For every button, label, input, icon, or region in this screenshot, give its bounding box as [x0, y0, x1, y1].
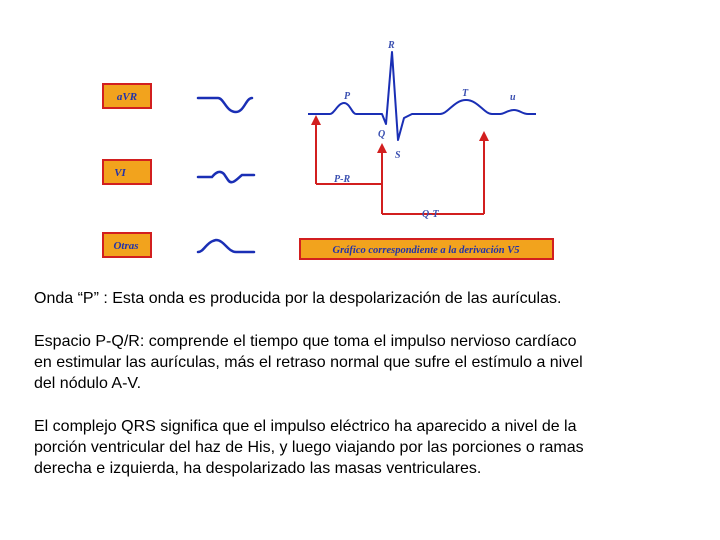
label-s: S: [395, 150, 401, 161]
v1-waveform: [198, 172, 254, 182]
label-u: u: [510, 92, 516, 103]
otras-waveform: [198, 240, 254, 252]
caption-box: [300, 239, 553, 259]
lead-box-v1-label: VI: [114, 167, 126, 179]
avr-waveform: [198, 98, 252, 112]
ecg-trace-v5: [308, 52, 536, 140]
lead-box-avr-label: aVR: [116, 91, 138, 103]
lead-box-avr: [103, 84, 151, 108]
label-pr: P-R: [334, 174, 351, 185]
paragraph-espacio-pr: Espacio P-Q/R: comprende el tiempo que toma el impulso nervioso cardíaco en estimular las aurículas, más el retraso normal que sufre el estímulo a nivel del nódulo A-V.: [34, 333, 583, 392]
label-p: P: [344, 91, 351, 102]
caption-text: Gráfico correspondiente a la derivación V5: [332, 245, 520, 256]
paragraph-onda-p: Onda “P” : Esta onda es producida por la despolarización de las aurículas.: [34, 290, 562, 307]
label-r: R: [388, 40, 395, 51]
label-qt: Q-T: [422, 209, 439, 220]
lead-box-otras-label: Otras: [113, 240, 139, 252]
lead-box-otras: [103, 233, 151, 257]
lead-box-v1: [103, 160, 151, 184]
label-t: T: [462, 88, 469, 99]
paragraph-complejo-qrs: El complejo QRS significa que el impulso eléctrico ha aparecido a nivel de la porción ventricular del haz de His, y luego viajando por las porciones o ramas derecha e izquierda, ha despolarizado las masas ventriculares.: [34, 418, 584, 477]
label-q: Q: [378, 129, 386, 140]
